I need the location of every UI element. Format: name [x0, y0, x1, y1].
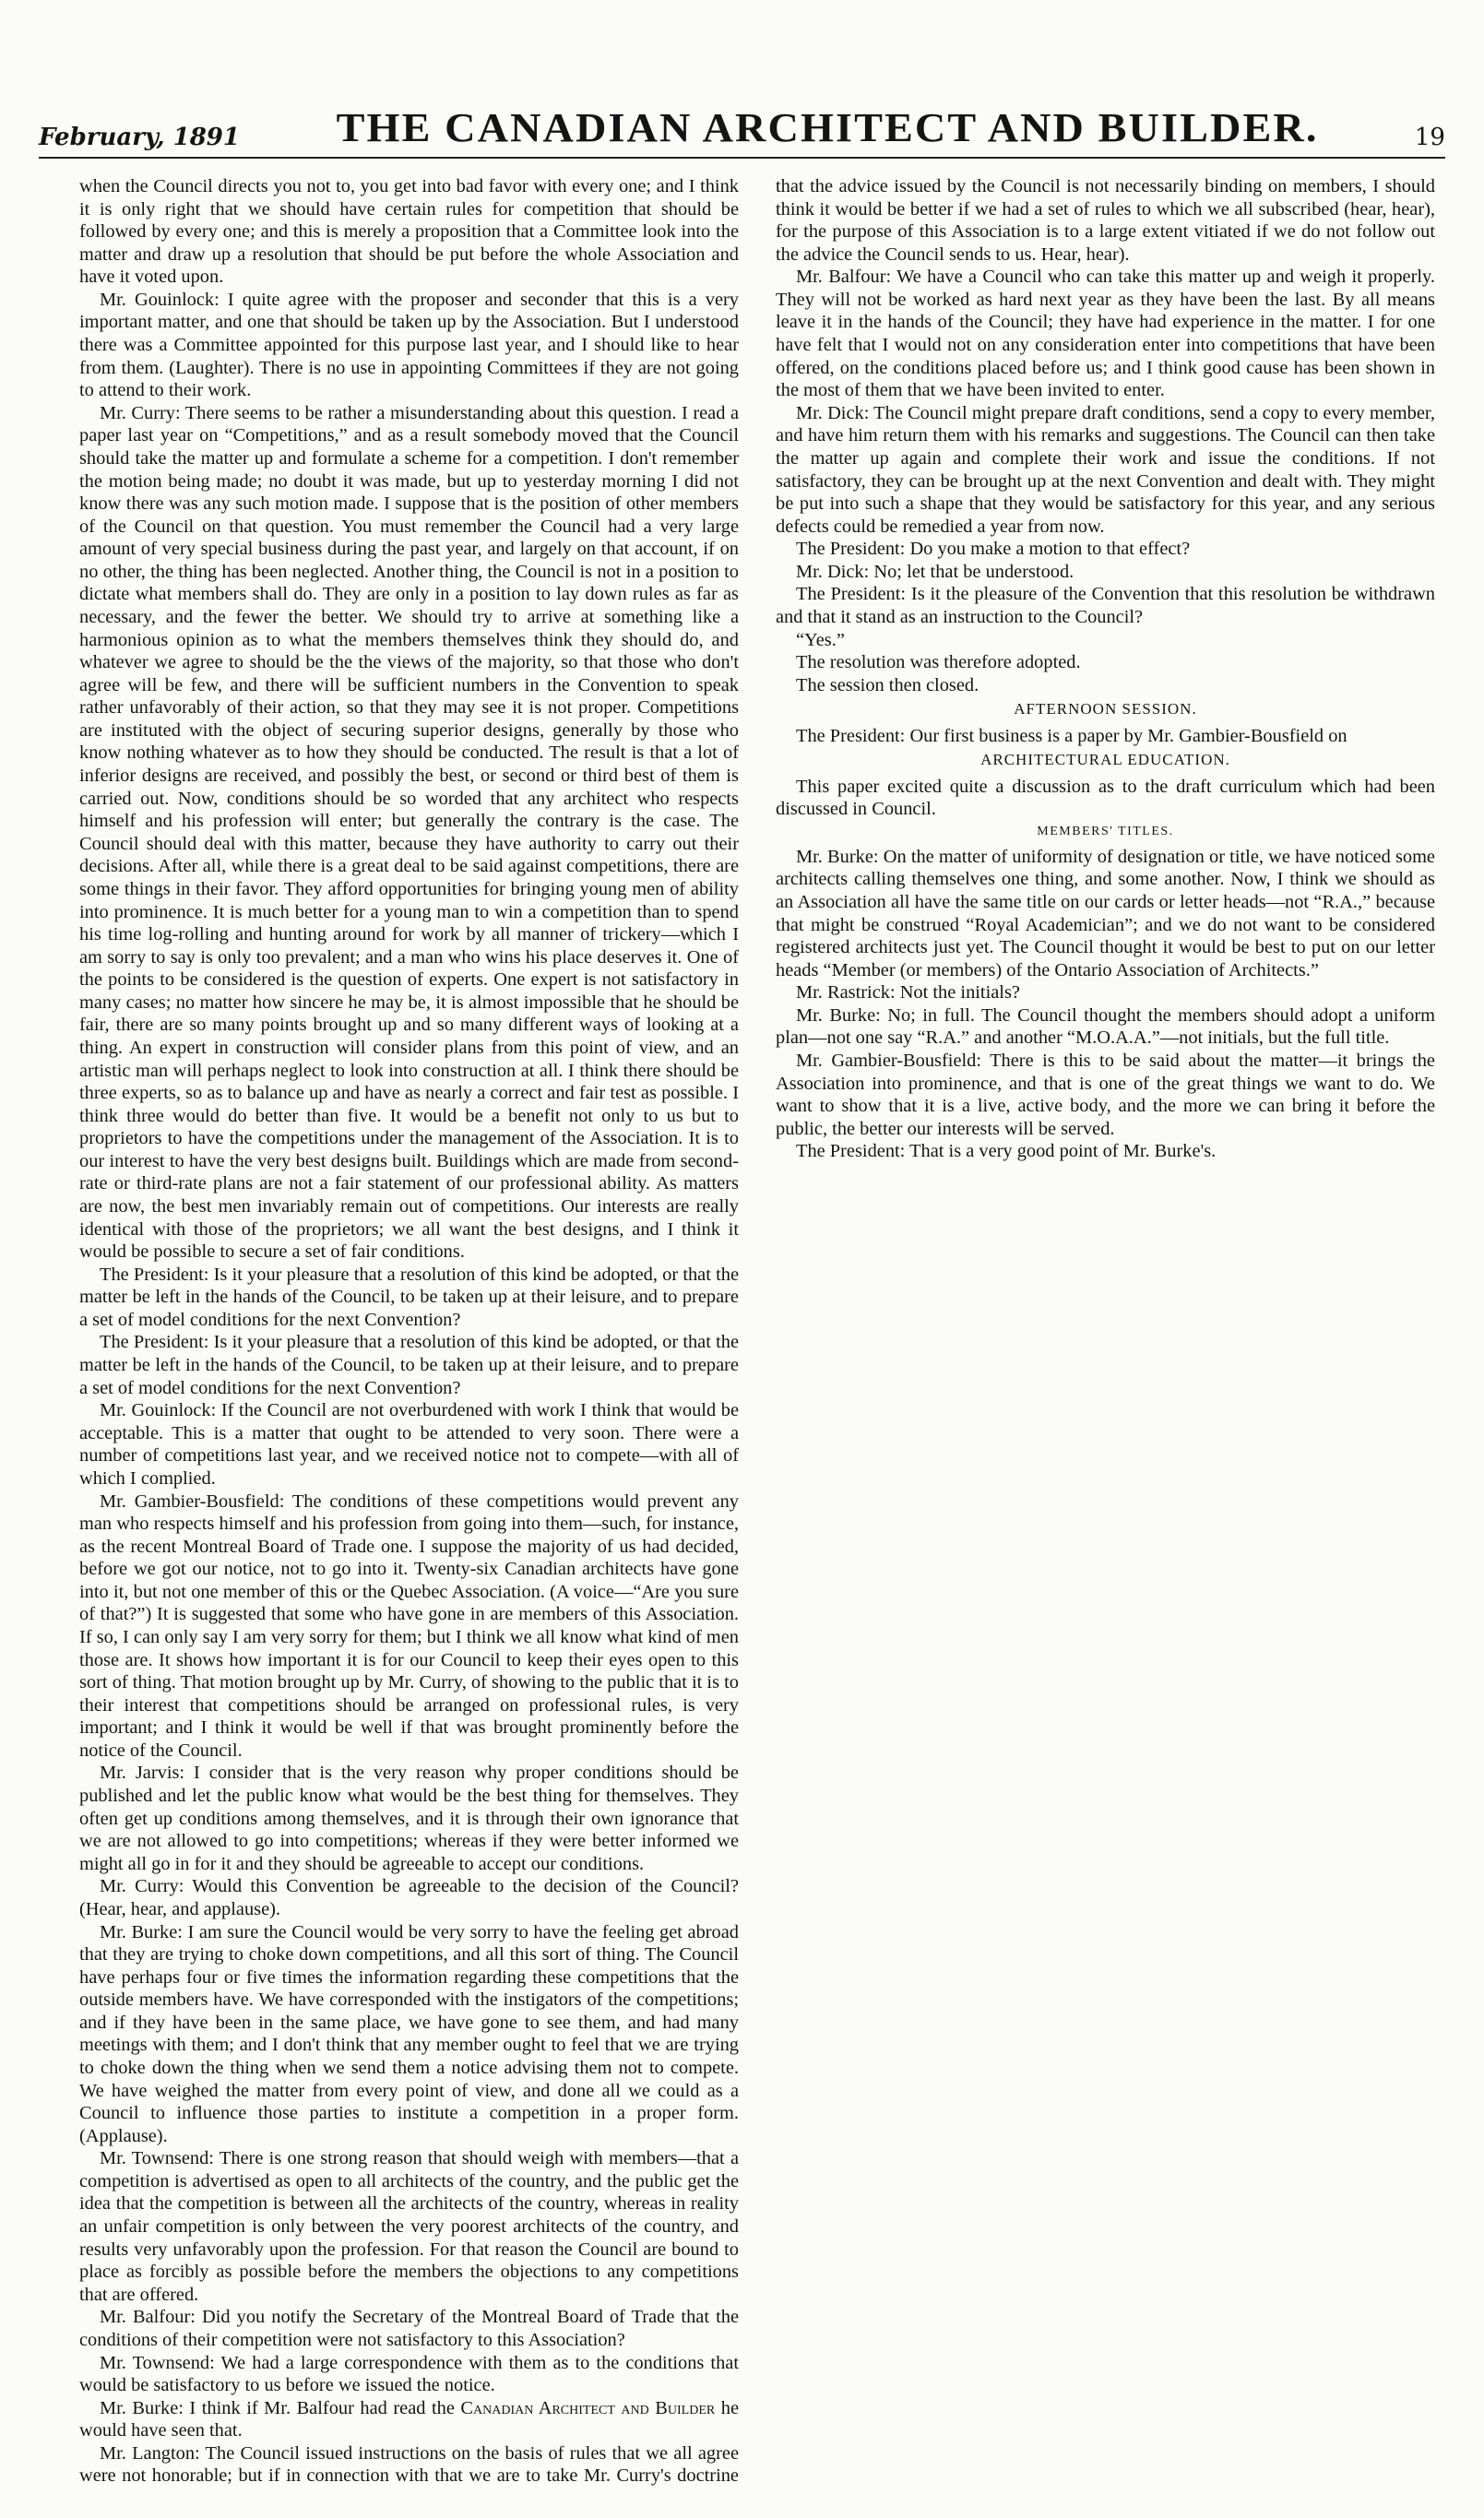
publication-title: THE CANADIAN ARCHITECT AND BUILDER. [336, 105, 1319, 150]
paragraph: Mr. Townsend: There is one strong reason that should weigh with members—that a competition is advertised as open to all architects of the country, and the public get the idea that the competition is between all the architects of the country, whereas in reality an unfair competition is only between the very poorest architects of the country, and results very unfavorably upon the profession. For that reason the Council are bound to place as forcibly as possible before the members the objections to any competitions that are offered. [79, 2148, 739, 2305]
paragraph: Mr. Balfour: We have a Council who can take this matter up and weigh it properly. They will not be worked as hard next year as they have been the last. By all means leave it in the hands of the Council; they have had experience in the matter. I for one have felt that I would not on any consideration enter into competitions that have been offered, on the conditions placed before us; and I think good cause has been shown in the most of them that we have been invited to enter. [776, 267, 1435, 401]
page-header [39, 100, 1445, 151]
paragraph: The President: Is it the pleasure of the Convention that this resolution be withdrawn and that it stand as an instruction to the Council? [776, 584, 1435, 627]
paragraph: “Yes.” [796, 629, 845, 650]
paragraph: This paper excited quite a discussion as to the draft curriculum which had been discussed in Council. [776, 776, 1435, 820]
paragraph: Mr. Dick: The Council might prepare draft conditions, send a copy to every member, and have him return them with his remarks and suggestions. The Council can then take the matter up again and complete their work and issue the conditions. If not satisfactory, they can be brought up at the next Convention and dealt with. They might be put into such a shape that they would be satisfactory for this year, and any serious defects could be remedied a year from now. [776, 402, 1435, 537]
section-heading: ARCHITECTURAL EDUCATION. [980, 751, 1230, 769]
paragraph: Mr. Gambier-Bousfield: The conditions of these competitions would prevent any man who respects himself and his profession from going into them—such, for instance, as the recent Montreal Board of Trade one. I suppose the majority of us had decided, before we got our notice, not to go into it. Twenty-six Canadian architects have gone into it, but not one member of this or the Quebec Association. (A voice—“Are you sure of that?”) It is suggested that some who have gone in are members of this Association. If so, I can only say I am very sorry for them; but I think we all know what kind of men those are. It shows how important it is for our Council to keep their eyes open to this sort of thing. That motion brought up by Mr. Curry, of showing to the public that it is to their interest that competitions should be arranged on professional rules, is very important; and I think it would be well if that was brought prominently before the notice of the Council. [79, 1491, 739, 1761]
publication-name: Canadian Architect and Builder [460, 2397, 716, 2418]
paragraph: The President: Is it your pleasure that a resolution of this kind be adopted, or that the matter be left in the hands of the Council, to be taken up at their leisure, and to prepare a set of model conditions for the next Convention? [79, 1332, 739, 1398]
paragraph: Mr. Burke: No; in full. The Council thought the members should adopt a uniform plan—not one say “R.A.” and another “M.O.A.A.”—not initials, but the full title. [776, 1004, 1435, 1049]
paragraph: The resolution was therefore adopted. [796, 652, 1081, 673]
paragraph: Mr. Langton: The Council issued instructions on the basis of rules that we all agree were not honorable; but if in connection with that we are to take Mr. Curry's doctrine that the advice issued by the Council is not necessarily binding on members, I should think it would be better if we had a set of rules to which we all subscribed (hear, hear), for the purpose of this Association is to a large extent vitiated if we do not follow out the advice the Council sends to us. Hear, hear). [79, 176, 1435, 2487]
paragraph: The President: Our first business is a paper by Mr. Gambier-Bousfield on [796, 725, 1347, 746]
header-rule [39, 157, 1445, 159]
paragraph: Mr. Dick: No; let that be understood. [796, 561, 1074, 582]
section-heading: AFTERNOON SESSION. [1014, 700, 1197, 719]
paragraph: The President: Do you make a motion to that effect? [796, 539, 1191, 560]
paragraph: Mr. Townsend: We had a large correspondence with them as to the conditions that would be satisfactory to us before we issued the notice. [79, 2352, 739, 2396]
paragraph: Mr. Burke: I am sure the Council would be very sorry to have the feeling get abroad that they are trying to choke down competitions, and all this sort of thing. The Council have perhaps four or five times the information regarding these competitions that the outside members have. We have corresponded with the instigators of the competitions; and if they have been in the same place, we have gone to see them, and had many meetings with them; and I don't think that any member ought to feel that we are trying to choke down the thing when we send them a notice advising them not to compete. We have weighed the matter from every point of view, and done all we could as a Council to influence those parties to institute a competition in a proper form. (Applause). [79, 1921, 739, 2146]
paragraph: Mr. Curry: Would this Convention be agreeable to the decision of the Council? (Hear, hear, and applause). [79, 1876, 739, 1919]
paragraph: Mr. Curry: There seems to be rather a misunderstanding about this question. I read a paper last year on “Competitions,” and as a result somebody moved that the Council should take the matter up and formulate a scheme for a competition. I don't remember the motion being made; no doubt it was made, but up to yesterday morning I did not know there was any such motion made. I suppose that is the position of other members of the Council on that question. You must remember the Council had a very large amount of very special business during the past year, and largely on that account, if on no other, the thing has been neglected. Another thing, the Council is not in a position to dictate what members shall do. They are only in a position to lay down rules as far as necessary, and the fewer the better. We should try to arrive at something like a harmonious opinion as to what the members themselves think they should do, and whatever we agree to should be the the views of the majority, so that those who don't agree will be few, and there will be sufficient numbers in the Convention to speak rather unfavorably of their action, so that they may see it is not proper. Competitions are instituted with the object of securing superior designs, generally by those who know nothing whatever as to how they should be conducted. The result is that a lot of inferior designs are received, and possibly the best, or second or third best of them is carried out. Now, conditions should be so worded that any architect who respects himself and his profession will enter; but generally the contrary is the case. The Council should deal with this matter, because they have authority to carry out their decisions. After all, while there is a great deal to be said against competitions, there are some things in their favor. They afford opportunities for bringing young men of ability into prominence. It is much better for a young man to win a competition than to spend his time log-rolling and hunting around for work by all manner of trickery—which I am sorry to say is only too prevalent; and a man who wins his place deserves it. One of the points to be considered is the question of experts. One expert is not satisfactory in many cases; no matter how sincere he may be, it is almost impossible that he should be fair, there are so many points brought up and so many different ways of looking at a thing. An expert in construction will consider plans from this point of view, and an artistic man will perhaps neglect to look into construction at all. I think there should be three experts, so as to balance up and have as nearly a correct and fair test as possible. I think three would do better than five. It would be a benefit not only to us but to proprietors to have the competitions under the management of the Association. It is to our interest to have the very best designs built. Buildings which are made from second-rate or third-rate plans are not a fair statement of our professional ability. As matters are now, the best men invariably remain out of competitions. Our interests are really identical with those of the proprietors; we all want the best designs, and I think it would be possible to secure a set of fair conditions. [79, 402, 739, 1263]
paragraph: The President: That is a very good point of Mr. Burke's. [796, 1141, 1217, 1162]
paragraph: Mr. Burke: On the matter of uniformity of designation or title, we have noticed some architects calling themselves one thing, and some another. Now, I think we should as an Association all have the same title on our cards or letter heads—not “R.A.,” because that might be construed “Royal Academician”; and we do not want to be considered registered architects just yet. The Council thought it would be best to put on our letter heads “Member (or members) of the Ontario Association of Architects.” [776, 846, 1435, 980]
paragraph: The session then closed. [796, 674, 979, 695]
paragraph [79, 2397, 739, 2442]
paragraph: Mr. Gambier-Bousfield: There is this to be said about the matter—it brings the Association into prominence, and that is one of the great things we want to do. We want to show that it is a live, active body, and the more we can bring it before the public, the better our interests will be served. [776, 1051, 1435, 1139]
page-number: 19 [1414, 124, 1445, 151]
section-heading: MEMBERS' TITLES. [1037, 825, 1174, 838]
issue-date: February, 1891 [39, 124, 240, 151]
article-body [79, 175, 1435, 2500]
paragraph: when the Council directs you not to, you get into bad favor with every one; and I think it is only right that we should have certain rules for competition that should be followed by every one; and this is merely a proposition that a Committee look into the matter and draw up a resolution that should be put before the whole Association and have it voted upon. [79, 176, 739, 288]
paragraph: Mr. Rastrick: Not the initials? [796, 982, 1020, 1004]
text-run: Mr. Burke: I think if Mr. Balfour had read the [100, 2397, 455, 2418]
paragraph: Mr. Balfour: Did you notify the Secretary of the Montreal Board of Trade that the conditions of their competition were not satisfactory to this Association? [79, 2307, 739, 2350]
paragraph: Mr. Gouinlock: I quite agree with the proposer and seconder that this is a very important matter, and one that should be taken up by the Association. But I understood there was a Committee appointed for this purpose last year, and I should like to hear from them. (Laughter). There is no use in appointing Committees if they are not going to attend to their work. [79, 289, 739, 401]
paragraph: Mr. Gouinlock: If the Council are not overburdened with work I think that would be acceptable. This is a matter that ought to be attended to very soon. There were a number of competitions last year, and we received notice not to compete—with all of which I complied. [79, 1400, 739, 1489]
paragraph: The President: Is it your pleasure that a resolution of this kind be adopted, or that the matter be left in the hands of the Council, to be taken up at their leisure, and to prepare a set of model conditions for the next Convention? [79, 1264, 739, 1330]
paragraph: Mr. Jarvis: I consider that is the very reason why proper conditions should be published and let the public know what would be the best thing for themselves. They often get up conditions among themselves, and it is through their own ignorance that we are not allowed to go into competitions; whereas if they were better informed we might all go in for it and they should be agreeable to accept our conditions. [79, 1763, 739, 1874]
text-run: he would have seen that. [79, 2397, 739, 2441]
